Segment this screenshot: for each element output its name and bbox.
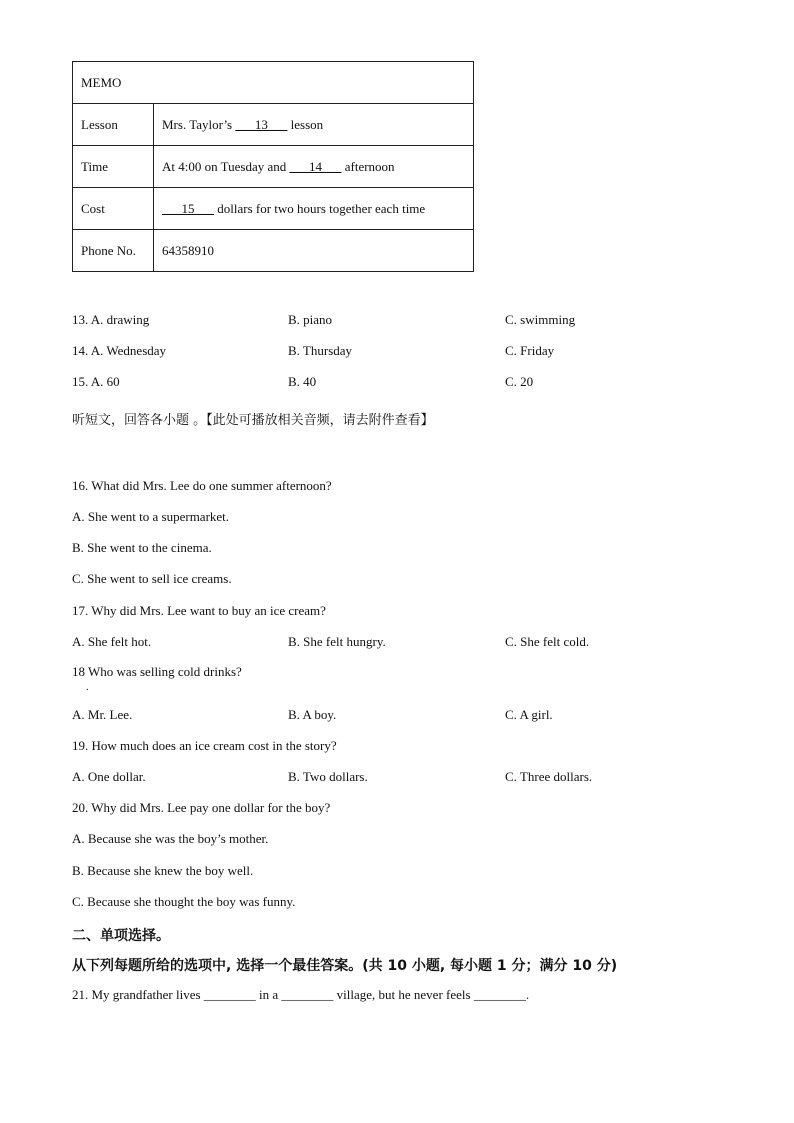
stray-dot: . [86,682,89,693]
memo-value-text: lesson [287,116,324,132]
option-c: C. She felt cold. [505,634,590,649]
answer-blank-15: ___15___ [162,200,214,216]
question-18: 18 Who was selling cold drinks? [72,664,242,679]
memo-value [154,188,474,230]
answer-blank-13: ___13___ [235,116,288,132]
question-16-option-b: B. She went to the cinema. [72,540,212,555]
listening-instruction: 听短文，回答各小题 。【此处可播放相关音频，请去附件查看】 [72,413,434,428]
option-b: B. A boy. [288,707,337,722]
question-17-options [72,634,752,652]
memo-value [154,230,474,272]
question-16-option-a: A. She went to a supermarket. [72,509,230,524]
section-heading: 二、单项选择。 [72,928,170,944]
question-20: 20. Why did Mrs. Lee pay one dollar for the boy? [72,800,331,815]
answer-blank-14: ___14___ [289,158,342,174]
option-c: C. 20 [505,374,534,389]
memo-value-text: Mrs. Taylor’s [162,116,236,132]
option-b: B. Thursday [288,343,353,358]
memo-row-phone [73,230,474,272]
question-16: 16. What did Mrs. Lee do one summer afternoon? [72,478,332,493]
memo-value [154,104,474,146]
option-a: 15. A. 60 [72,374,120,389]
memo-label: Phone No. [73,230,154,272]
memo-title-row [73,62,474,104]
question-20-option-b: B. Because she knew the boy well. [72,863,254,878]
question-15-options [72,374,752,392]
option-b: B. 40 [288,374,317,389]
question-17: 17. Why did Mrs. Lee want to buy an ice cream? [72,603,326,618]
memo-row-lesson [73,104,474,146]
question-20-option-a: A. Because she was the boy’s mother. [72,831,269,846]
memo-table [72,61,474,272]
memo-value-text: dollars for two hours together each time [214,200,426,216]
memo-value-text: 64358910 [162,242,214,258]
memo-label: Lesson [73,104,154,146]
question-18-options [72,707,752,725]
memo-row-cost [73,188,474,230]
option-b: B. Two dollars. [288,769,368,784]
memo-label: Cost [73,188,154,230]
option-a: A. She felt hot. [72,634,152,649]
option-b: B. She felt hungry. [288,634,386,649]
question-21: 21. My grandfather lives ________ in a ________ village, but he never feels ________. [72,987,530,1002]
memo-value-text: At 4:00 on Tuesday and [162,158,290,174]
question-19-options [72,769,752,787]
question-14-options [72,343,752,361]
option-b: B. piano [288,312,333,327]
question-13-options [72,312,752,330]
option-a: A. Mr. Lee. [72,707,133,722]
option-c: C. Friday [505,343,555,358]
option-a: 14. A. Wednesday [72,343,167,358]
memo-value-text: afternoon [341,158,395,174]
option-c: C. swimming [505,312,576,327]
question-16-option-c: C. She went to sell ice creams. [72,571,232,586]
option-a: 13. A. drawing [72,312,150,327]
question-19: 19. How much does an ice cream cost in the story? [72,738,337,753]
question-20-option-c: C. Because she thought the boy was funny. [72,894,296,909]
memo-row-time [73,146,474,188]
option-c: C. Three dollars. [505,769,593,784]
section-instruction: 从下列每题所给的选项中, 选择一个最佳答案。(共 10 小题, 每小题 1 分；满分 10 分) [72,958,618,974]
memo-title: MEMO [73,62,474,104]
memo-value [154,146,474,188]
option-a: A. One dollar. [72,769,146,784]
memo-label: Time [73,146,154,188]
option-c: C. A girl. [505,707,553,722]
